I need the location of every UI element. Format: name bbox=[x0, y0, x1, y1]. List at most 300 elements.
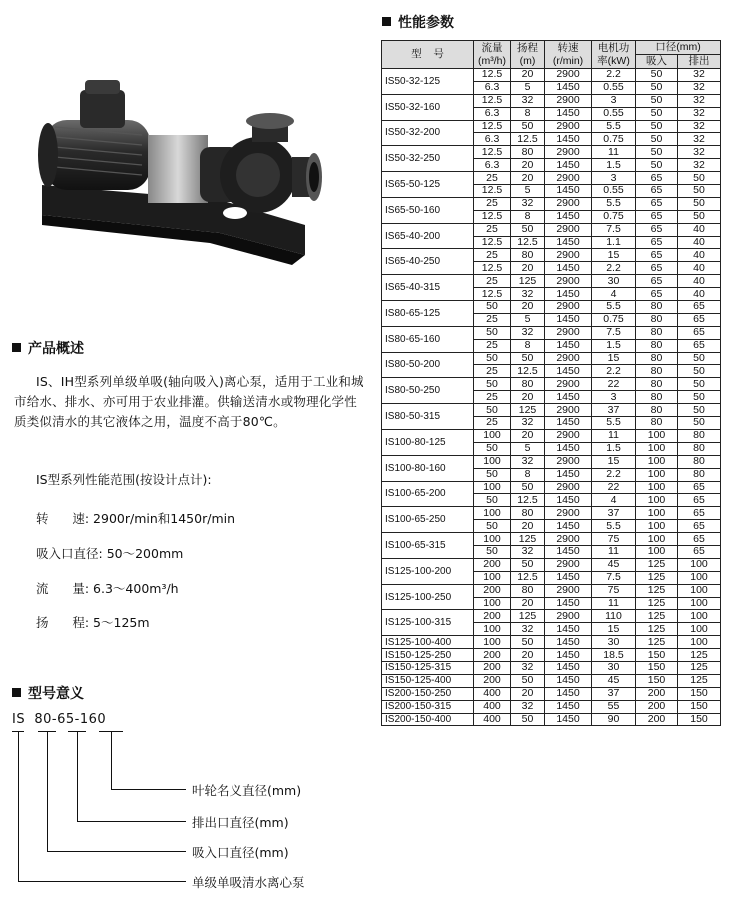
table-cell: 12.5 bbox=[511, 133, 545, 146]
performance-heading: 性能参数 bbox=[382, 12, 454, 32]
table-cell: 100 bbox=[474, 455, 511, 468]
table-cell: 20 bbox=[511, 520, 545, 533]
table-cell: 125 bbox=[511, 610, 545, 623]
table-cell: 50 bbox=[511, 636, 545, 649]
table-cell: 1450 bbox=[545, 545, 592, 558]
table-cell: 50 bbox=[636, 146, 678, 159]
table-row bbox=[382, 584, 721, 597]
table-cell: 100 bbox=[636, 545, 678, 558]
table-cell: 100 bbox=[474, 571, 511, 584]
table-cell: 100 bbox=[636, 494, 678, 507]
table-cell: 20 bbox=[511, 649, 545, 662]
table-cell: 3 bbox=[592, 391, 636, 404]
model-cell: IS50-32-250 bbox=[382, 146, 474, 172]
spec-label: 流 量: bbox=[36, 581, 90, 596]
table-cell: 50 bbox=[511, 352, 545, 365]
table-cell: 15 bbox=[592, 455, 636, 468]
table-row bbox=[382, 481, 721, 494]
table-cell: 50 bbox=[636, 81, 678, 94]
table-cell: 50 bbox=[511, 558, 545, 571]
table-cell: 100 bbox=[474, 429, 511, 442]
table-cell: 65 bbox=[636, 262, 678, 275]
table-cell: 200 bbox=[474, 558, 511, 571]
table-cell: 80 bbox=[636, 417, 678, 430]
table-cell: 12.5 bbox=[474, 210, 511, 223]
table-cell: 50 bbox=[678, 352, 721, 365]
spec-label: 扬 程: bbox=[36, 615, 90, 630]
table-cell: 125 bbox=[636, 623, 678, 636]
model-cell: IS80-65-125 bbox=[382, 301, 474, 327]
table-cell: 1450 bbox=[545, 636, 592, 649]
table-cell: 80 bbox=[511, 249, 545, 262]
table-cell: 100 bbox=[636, 481, 678, 494]
table-cell: 65 bbox=[678, 326, 721, 339]
table-cell: 32 bbox=[511, 545, 545, 558]
table-cell: 50 bbox=[474, 352, 511, 365]
table-cell: 1.5 bbox=[592, 339, 636, 352]
table-cell: 75 bbox=[592, 533, 636, 546]
table-cell: 25 bbox=[474, 172, 511, 185]
table-row bbox=[382, 649, 721, 662]
table-cell: 4 bbox=[592, 494, 636, 507]
table-cell: 11 bbox=[592, 429, 636, 442]
table-cell: 30 bbox=[592, 275, 636, 288]
table-cell: 200 bbox=[474, 674, 511, 687]
header-speed: 转速 (r/min) bbox=[545, 41, 592, 69]
table-cell: 32 bbox=[511, 94, 545, 107]
table-cell: 45 bbox=[592, 558, 636, 571]
table-cell: 110 bbox=[592, 610, 636, 623]
table-cell: 150 bbox=[678, 713, 721, 726]
table-row bbox=[382, 223, 721, 236]
model-cell: IS150-125-315 bbox=[382, 661, 474, 674]
table-cell: 65 bbox=[636, 223, 678, 236]
table-cell: 32 bbox=[511, 288, 545, 301]
table-cell: 1450 bbox=[545, 649, 592, 662]
model-cell: IS80-50-200 bbox=[382, 352, 474, 378]
table-cell: 50 bbox=[474, 545, 511, 558]
table-cell: 50 bbox=[678, 172, 721, 185]
table-cell: 150 bbox=[636, 661, 678, 674]
table-cell: 2.2 bbox=[592, 69, 636, 82]
table-cell: 5.5 bbox=[592, 520, 636, 533]
table-cell: 1450 bbox=[545, 520, 592, 533]
table-cell: 0.75 bbox=[592, 210, 636, 223]
table-cell: 7.5 bbox=[592, 326, 636, 339]
header-discharge: 排出 bbox=[678, 55, 721, 69]
table-cell: 200 bbox=[474, 649, 511, 662]
table-cell: 40 bbox=[678, 249, 721, 262]
table-cell: 150 bbox=[636, 649, 678, 662]
table-cell: 80 bbox=[511, 584, 545, 597]
table-cell: 25 bbox=[474, 223, 511, 236]
table-cell: 45 bbox=[592, 674, 636, 687]
table-cell: 65 bbox=[678, 339, 721, 352]
table-cell: 20 bbox=[511, 172, 545, 185]
code-outlet: 65 bbox=[57, 712, 75, 727]
table-row bbox=[382, 558, 721, 571]
table-cell: 0.55 bbox=[592, 81, 636, 94]
table-cell: 25 bbox=[474, 417, 511, 430]
overview-heading: 产品概述 bbox=[12, 338, 84, 358]
table-cell: 100 bbox=[678, 584, 721, 597]
table-cell: 1.5 bbox=[592, 159, 636, 172]
table-cell: 80 bbox=[636, 313, 678, 326]
table-cell: 150 bbox=[678, 700, 721, 713]
table-cell: 32 bbox=[678, 81, 721, 94]
table-cell: 20 bbox=[511, 391, 545, 404]
model-cell: IS100-80-160 bbox=[382, 455, 474, 481]
model-cell: IS200-150-315 bbox=[382, 700, 474, 713]
table-cell: 80 bbox=[678, 429, 721, 442]
table-cell: 30 bbox=[592, 636, 636, 649]
table-row bbox=[382, 146, 721, 159]
range-title: IS型系列性能范围(按设计点计): bbox=[36, 472, 212, 487]
table-cell: 65 bbox=[678, 494, 721, 507]
table-cell: 40 bbox=[678, 236, 721, 249]
table-cell: 40 bbox=[678, 223, 721, 236]
table-cell: 32 bbox=[678, 120, 721, 133]
table-cell: 12.5 bbox=[511, 571, 545, 584]
table-cell: 12.5 bbox=[474, 236, 511, 249]
table-cell: 100 bbox=[678, 571, 721, 584]
table-cell: 2900 bbox=[545, 146, 592, 159]
table-cell: 75 bbox=[592, 584, 636, 597]
table-cell: 50 bbox=[678, 197, 721, 210]
table-cell: 50 bbox=[678, 404, 721, 417]
table-cell: 12.5 bbox=[474, 288, 511, 301]
model-cell: IS200-150-400 bbox=[382, 713, 474, 726]
table-cell: 2900 bbox=[545, 455, 592, 468]
model-cell: IS125-100-200 bbox=[382, 558, 474, 584]
table-cell: 3 bbox=[592, 94, 636, 107]
table-cell: 1450 bbox=[545, 442, 592, 455]
table-cell: 100 bbox=[678, 623, 721, 636]
table-cell: 32 bbox=[678, 94, 721, 107]
table-cell: 1450 bbox=[545, 391, 592, 404]
table-cell: 2900 bbox=[545, 429, 592, 442]
table-cell: 80 bbox=[678, 442, 721, 455]
table-cell: 50 bbox=[636, 159, 678, 172]
table-cell: 32 bbox=[678, 69, 721, 82]
table-cell: 32 bbox=[511, 417, 545, 430]
table-cell: 100 bbox=[474, 636, 511, 649]
table-cell: 50 bbox=[474, 468, 511, 481]
table-cell: 12.5 bbox=[474, 94, 511, 107]
table-cell: 18.5 bbox=[592, 649, 636, 662]
table-cell: 50 bbox=[678, 210, 721, 223]
table-cell: 100 bbox=[636, 455, 678, 468]
table-cell: 25 bbox=[474, 365, 511, 378]
table-cell: 1450 bbox=[545, 623, 592, 636]
table-cell: 2900 bbox=[545, 197, 592, 210]
spec-label: 转 速: bbox=[36, 511, 90, 526]
table-cell: 4 bbox=[592, 288, 636, 301]
table-cell: 100 bbox=[474, 507, 511, 520]
table-cell: 1450 bbox=[545, 674, 592, 687]
table-cell: 80 bbox=[511, 378, 545, 391]
model-cell: IS150-125-400 bbox=[382, 674, 474, 687]
table-row bbox=[382, 455, 721, 468]
table-cell: 32 bbox=[511, 661, 545, 674]
table-cell: 37 bbox=[592, 404, 636, 417]
spec-value: 50～200mm bbox=[106, 546, 184, 561]
table-cell: 2900 bbox=[545, 326, 592, 339]
table-cell: 1450 bbox=[545, 494, 592, 507]
table-cell: 1450 bbox=[545, 133, 592, 146]
table-cell: 12.5 bbox=[511, 365, 545, 378]
table-cell: 125 bbox=[678, 661, 721, 674]
table-cell: 1450 bbox=[545, 713, 592, 726]
spec-head bbox=[36, 613, 150, 631]
table-cell: 65 bbox=[636, 236, 678, 249]
table-cell: 1450 bbox=[545, 571, 592, 584]
table-cell: 50 bbox=[678, 378, 721, 391]
table-cell: 125 bbox=[511, 404, 545, 417]
table-cell: 20 bbox=[511, 159, 545, 172]
table-cell: 200 bbox=[636, 713, 678, 726]
model-cell: IS50-32-200 bbox=[382, 120, 474, 146]
connector-line bbox=[111, 789, 186, 790]
table-row bbox=[382, 120, 721, 133]
table-row bbox=[382, 326, 721, 339]
table-cell: 20 bbox=[511, 301, 545, 314]
table-row bbox=[382, 429, 721, 442]
table-cell: 125 bbox=[511, 533, 545, 546]
table-cell: 100 bbox=[678, 558, 721, 571]
table-cell: 50 bbox=[636, 94, 678, 107]
connector-line bbox=[18, 881, 186, 882]
table-cell: 25 bbox=[474, 197, 511, 210]
table-cell: 2.2 bbox=[592, 365, 636, 378]
table-cell: 12.5 bbox=[511, 494, 545, 507]
header-head: 扬程 (m) bbox=[511, 41, 545, 69]
table-cell: 50 bbox=[678, 365, 721, 378]
table-cell: 15 bbox=[592, 352, 636, 365]
table-row bbox=[382, 249, 721, 262]
table-cell: 100 bbox=[636, 429, 678, 442]
table-cell: 80 bbox=[511, 507, 545, 520]
table-cell: 100 bbox=[636, 468, 678, 481]
header-suction: 吸入 bbox=[636, 55, 678, 69]
table-cell: 1450 bbox=[545, 468, 592, 481]
table-cell: 8 bbox=[511, 339, 545, 352]
table-cell: 1450 bbox=[545, 700, 592, 713]
spec-inlet bbox=[36, 544, 183, 562]
table-cell: 1450 bbox=[545, 210, 592, 223]
table-cell: 400 bbox=[474, 700, 511, 713]
table-cell: 5 bbox=[511, 442, 545, 455]
table-cell: 5.5 bbox=[592, 301, 636, 314]
table-cell: 5.5 bbox=[592, 120, 636, 133]
table-cell: 125 bbox=[636, 636, 678, 649]
header-flow: 流量 (m³/h) bbox=[474, 41, 511, 69]
table-cell: 80 bbox=[636, 352, 678, 365]
model-code bbox=[12, 712, 106, 727]
table-cell: 6.3 bbox=[474, 159, 511, 172]
table-cell: 6.3 bbox=[474, 107, 511, 120]
connector-line bbox=[18, 731, 19, 881]
performance-table bbox=[381, 40, 721, 726]
table-row bbox=[382, 661, 721, 674]
table-cell: 20 bbox=[511, 69, 545, 82]
table-cell: 80 bbox=[636, 326, 678, 339]
table-cell: 50 bbox=[511, 120, 545, 133]
table-cell: 50 bbox=[678, 391, 721, 404]
model-cell: IS100-65-315 bbox=[382, 533, 474, 559]
table-cell: 2900 bbox=[545, 481, 592, 494]
table-cell: 65 bbox=[678, 507, 721, 520]
model-cell: IS65-40-315 bbox=[382, 275, 474, 301]
table-cell: 1450 bbox=[545, 313, 592, 326]
table-cell: 25 bbox=[474, 313, 511, 326]
table-row bbox=[382, 700, 721, 713]
table-cell: 2900 bbox=[545, 404, 592, 417]
model-cell: IS125-100-315 bbox=[382, 610, 474, 636]
table-cell: 65 bbox=[636, 275, 678, 288]
table-cell: 50 bbox=[474, 442, 511, 455]
table-cell: 2900 bbox=[545, 249, 592, 262]
table-cell: 125 bbox=[678, 649, 721, 662]
table-cell: 0.75 bbox=[592, 313, 636, 326]
table-cell: 20 bbox=[511, 429, 545, 442]
table-cell: 65 bbox=[636, 172, 678, 185]
table-cell: 0.55 bbox=[592, 107, 636, 120]
table-cell: 150 bbox=[636, 674, 678, 687]
table-cell: 125 bbox=[636, 584, 678, 597]
table-row bbox=[382, 507, 721, 520]
table-cell: 65 bbox=[636, 197, 678, 210]
table-cell: 65 bbox=[636, 249, 678, 262]
label-inlet-diameter: 吸入口直径(mm) bbox=[192, 845, 289, 860]
table-cell: 40 bbox=[678, 288, 721, 301]
table-cell: 37 bbox=[592, 507, 636, 520]
table-cell: 100 bbox=[474, 533, 511, 546]
table-row bbox=[382, 69, 721, 82]
table-cell: 7.5 bbox=[592, 223, 636, 236]
table-cell: 125 bbox=[636, 571, 678, 584]
table-row bbox=[382, 197, 721, 210]
table-cell: 50 bbox=[511, 223, 545, 236]
table-cell: 65 bbox=[678, 545, 721, 558]
table-cell: 15 bbox=[592, 623, 636, 636]
code-dash: - bbox=[74, 712, 80, 727]
table-cell: 2.2 bbox=[592, 262, 636, 275]
connector-line bbox=[77, 731, 78, 821]
model-cell: IS80-50-250 bbox=[382, 378, 474, 404]
pump-image bbox=[30, 65, 330, 270]
table-cell: 1.5 bbox=[592, 442, 636, 455]
header-power: 电机功 率(kW) bbox=[592, 41, 636, 69]
model-cell: IS50-32-125 bbox=[382, 69, 474, 95]
table-cell: 100 bbox=[474, 597, 511, 610]
table-cell: 100 bbox=[678, 610, 721, 623]
table-cell: 50 bbox=[678, 185, 721, 198]
table-cell: 32 bbox=[678, 159, 721, 172]
table-cell: 50 bbox=[474, 378, 511, 391]
table-cell: 6.3 bbox=[474, 133, 511, 146]
table-cell: 1450 bbox=[545, 262, 592, 275]
table-cell: 32 bbox=[511, 700, 545, 713]
table-cell: 2900 bbox=[545, 558, 592, 571]
table-cell: 5.5 bbox=[592, 197, 636, 210]
model-cell: IS80-65-160 bbox=[382, 326, 474, 352]
table-cell: 65 bbox=[678, 520, 721, 533]
table-cell: 25 bbox=[474, 275, 511, 288]
table-cell: 90 bbox=[592, 713, 636, 726]
table-cell: 30 bbox=[592, 661, 636, 674]
table-row bbox=[382, 378, 721, 391]
table-cell: 50 bbox=[636, 107, 678, 120]
model-cell: IS125-100-250 bbox=[382, 584, 474, 610]
table-row bbox=[382, 275, 721, 288]
table-cell: 25 bbox=[474, 249, 511, 262]
table-cell: 125 bbox=[511, 275, 545, 288]
table-cell: 12.5 bbox=[474, 69, 511, 82]
table-cell: 125 bbox=[636, 597, 678, 610]
table-cell: 7.5 bbox=[592, 571, 636, 584]
table-cell: 22 bbox=[592, 378, 636, 391]
table-cell: 125 bbox=[636, 610, 678, 623]
table-cell: 50 bbox=[474, 404, 511, 417]
table-cell: 40 bbox=[678, 262, 721, 275]
model-cell: IS100-65-200 bbox=[382, 481, 474, 507]
spec-value: 6.3～400m³/h bbox=[93, 581, 179, 596]
table-cell: 25 bbox=[474, 391, 511, 404]
table-cell: 2900 bbox=[545, 584, 592, 597]
table-row bbox=[382, 687, 721, 700]
table-cell: 125 bbox=[678, 674, 721, 687]
table-row bbox=[382, 674, 721, 687]
table-cell: 1450 bbox=[545, 339, 592, 352]
table-cell: 80 bbox=[678, 468, 721, 481]
table-cell: 5 bbox=[511, 81, 545, 94]
model-cell: IS80-50-315 bbox=[382, 404, 474, 430]
table-cell: 0.55 bbox=[592, 185, 636, 198]
spec-flow bbox=[36, 579, 179, 597]
table-row bbox=[382, 94, 721, 107]
table-cell: 2.2 bbox=[592, 468, 636, 481]
header-model: 型 号 bbox=[382, 41, 474, 69]
table-cell: 40 bbox=[678, 275, 721, 288]
table-cell: 100 bbox=[678, 597, 721, 610]
table-cell: 32 bbox=[678, 146, 721, 159]
table-cell: 100 bbox=[636, 520, 678, 533]
table-cell: 2900 bbox=[545, 507, 592, 520]
table-cell: 50 bbox=[474, 494, 511, 507]
table-cell: 12.5 bbox=[474, 185, 511, 198]
table-cell: 2900 bbox=[545, 120, 592, 133]
table-cell: 8 bbox=[511, 107, 545, 120]
table-cell: 1.1 bbox=[592, 236, 636, 249]
table-cell: 12.5 bbox=[474, 120, 511, 133]
table-cell: 5.5 bbox=[592, 417, 636, 430]
table-cell: 55 bbox=[592, 700, 636, 713]
table-cell: 80 bbox=[636, 339, 678, 352]
square-bullet-icon bbox=[382, 17, 391, 26]
table-cell: 2900 bbox=[545, 533, 592, 546]
table-cell: 1450 bbox=[545, 288, 592, 301]
table-cell: 2900 bbox=[545, 172, 592, 185]
label-impeller-diameter: 叶轮名义直径(mm) bbox=[192, 783, 302, 798]
table-cell: 400 bbox=[474, 713, 511, 726]
table-cell: 50 bbox=[511, 713, 545, 726]
table-cell: 2900 bbox=[545, 352, 592, 365]
table-cell: 50 bbox=[636, 69, 678, 82]
table-cell: 2900 bbox=[545, 69, 592, 82]
table-cell: 5 bbox=[511, 313, 545, 326]
table-cell: 32 bbox=[511, 326, 545, 339]
